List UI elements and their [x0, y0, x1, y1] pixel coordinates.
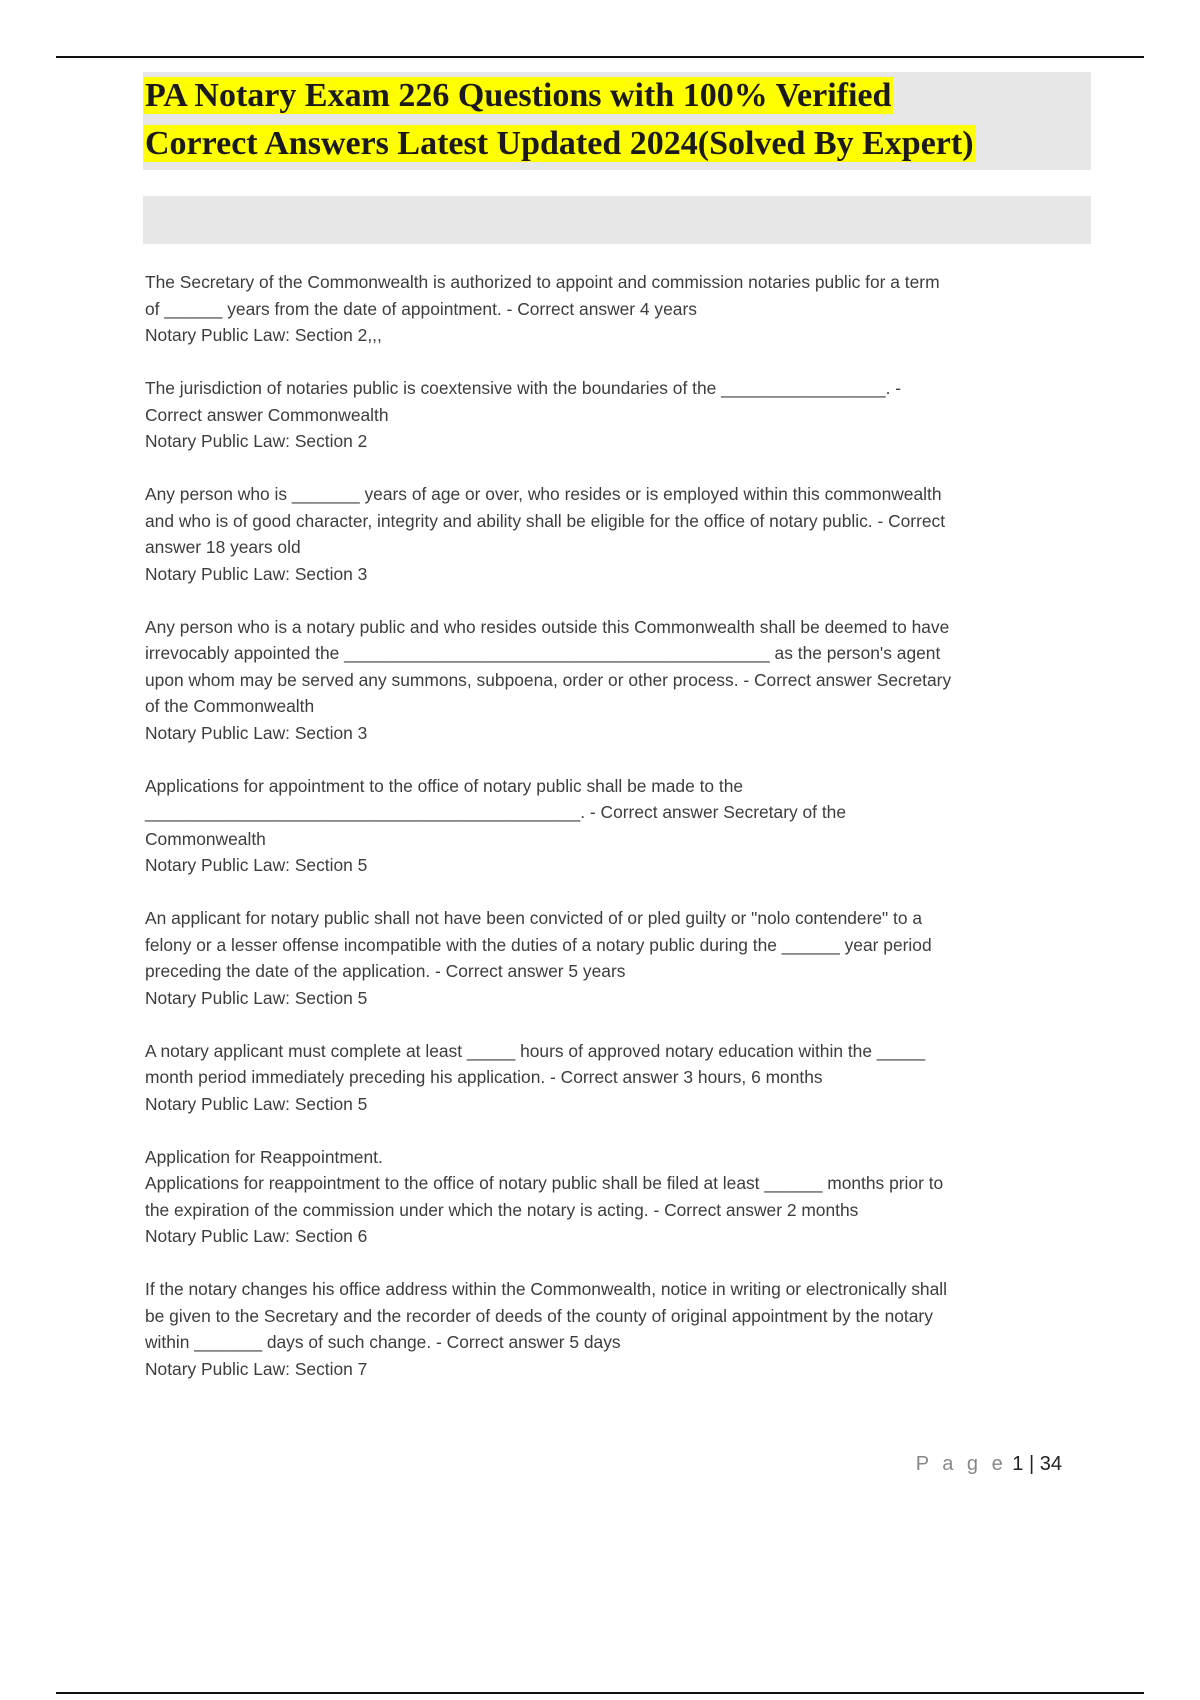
question-line: The Secretary of the Commonwealth is authorized to appoint and commission notaries public for a term [145, 272, 940, 292]
question-line: be given to the Secretary and the recorder of deeds of the county of original appointment by the notary [145, 1305, 933, 1326]
question-line: A notary applicant must complete at least _____ hours of approved notary education within the _____ [145, 1040, 926, 1061]
question-line: An applicant for notary public shall not have been convicted of or pled guilty or "nolo contendere" to a [145, 908, 923, 928]
question-line: If the notary changes his office address within the Commonwealth, notice in writing or electronically shall [145, 1279, 947, 1299]
title-line-1: PA Notary Exam 226 Questions with 100% Verified [145, 77, 892, 114]
question-line: felony or a lesser offense incompatible with the duties of a notary public during the ______ year period [145, 934, 932, 955]
question-reference: Notary Public Law: Section 7 [145, 1358, 368, 1379]
question-line: The jurisdiction of notaries public is coextensive with the boundaries of the _________________. - [145, 378, 902, 398]
question-reference: Notary Public Law: Section 2 [145, 431, 368, 451]
question-item [145, 375, 1090, 455]
title-line-2: Correct Answers Latest Updated 2024(Solved By Expert) [145, 125, 974, 162]
question-line: Any person who is a notary public and who resides outside this Commonwealth shall be deemed to have [145, 616, 950, 637]
question-line: Correct answer Commonwealth [145, 404, 389, 425]
question-reference: Notary Public Law: Section 5 [145, 987, 368, 1008]
question-item [145, 1144, 1090, 1250]
question-reference: Notary Public Law: Section 3 [145, 563, 368, 584]
question-line: Commonwealth [145, 828, 266, 849]
question-line: within _______ days of such change. - Correct answer 5 days [145, 1332, 621, 1352]
question-item [145, 269, 1090, 349]
document-title [143, 72, 1091, 168]
question-line: Applications for reappointment to the office of notary public shall be filed at least ______ months prior to [145, 1173, 944, 1193]
question-line: answer 18 years old [145, 537, 301, 557]
question-item [145, 1276, 1090, 1382]
question-line: Applications for appointment to the office of notary public shall be made to the [145, 775, 744, 796]
page-footer [916, 1453, 1062, 1476]
question-line: irrevocably appointed the ____________________________________________ as the person's agent [145, 643, 941, 663]
question-item [145, 773, 1090, 879]
question-line: the expiration of the commission under which the notary is acting. - Correct answer 2 months [145, 1199, 859, 1220]
question-line: month period immediately preceding his application. - Correct answer 3 hours, 6 months [145, 1067, 823, 1087]
question-item [145, 481, 1090, 587]
gray-banner [143, 196, 1091, 244]
question-item [145, 614, 1090, 747]
bottom-rule [56, 1692, 1144, 1694]
question-reference: Notary Public Law: Section 6 [145, 1226, 368, 1246]
page-number: 1 [1012, 1453, 1024, 1475]
question-reference: Notary Public Law: Section 5 [145, 855, 368, 875]
top-rule [56, 56, 1144, 58]
question-reference: Notary Public Law: Section 5 [145, 1093, 368, 1114]
question-line: _____________________________________________. - Correct answer Secretary of the [145, 802, 847, 822]
total-pages: 34 [1039, 1453, 1062, 1475]
question-item [145, 1038, 1090, 1118]
question-line: of the Commonwealth [145, 696, 315, 716]
question-reference: Notary Public Law: Section 2,,, [145, 325, 382, 345]
question-list [145, 269, 1090, 1409]
page-separator: | [1028, 1453, 1035, 1475]
question-item [145, 905, 1090, 1011]
question-line: and who is of good character, integrity and ability shall be eligible for the office of notary public. - Correct [145, 510, 946, 531]
question-reference: Notary Public Law: Section 3 [145, 722, 368, 743]
question-heading: Application for Reappointment. [145, 1146, 383, 1167]
question-line: upon whom may be served any summons, subpoena, order or other process. - Correct answer Secretary [145, 669, 952, 690]
question-line: Any person who is _______ years of age or over, who resides or is employed within this commonwealth [145, 484, 942, 504]
question-line: preceding the date of the application. - Correct answer 5 years [145, 961, 626, 981]
question-line: of ______ years from the date of appointment. - Correct answer 4 years [145, 298, 697, 319]
page-word: P a g e [915, 1453, 1007, 1475]
